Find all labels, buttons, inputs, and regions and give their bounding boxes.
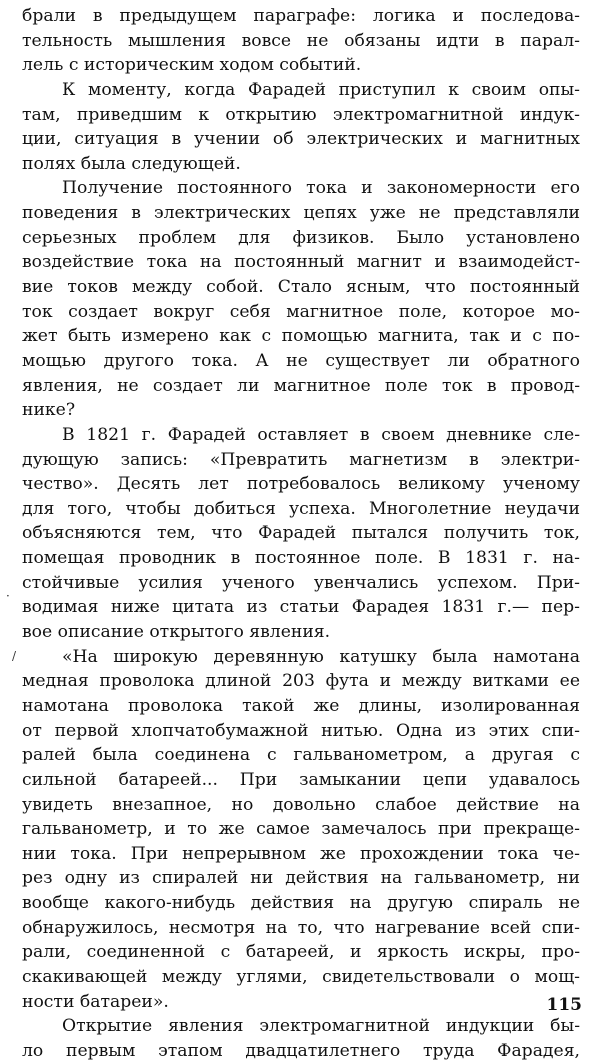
text-line: объясняются тем, что Фарадей пытался получить ток, — [22, 523, 580, 544]
text-line: ло первым этапом двадцатилетнего труда Фарадея, — [22, 1040, 580, 1061]
text-line: вое описание открытого явления. — [22, 622, 331, 643]
text-line: водимая ниже цитата из статьи Фарадея 1831 г.— пер- — [22, 597, 580, 618]
text-line: стойчивые усилия ученого увенчались успехом. При- — [22, 572, 580, 593]
text-line: ности батареи». — [22, 991, 169, 1012]
text-line: от первой хлопчатобумажной нитью. Одна из этих спи- — [22, 720, 580, 741]
paragraph-start-line: К моменту, когда Фарадей приступил к своим опы- — [62, 79, 580, 100]
text-line: обнаружилось, несмотря на то, что нагревание всей спи- — [22, 917, 580, 938]
text-line: рез одну из спиралей ни действия на гальванометр, ни — [22, 868, 580, 889]
text-line: ралей была соединена с гальванометром, а другая с — [22, 745, 580, 766]
text-line: вообще какого-нибудь действия на другую спираль не — [22, 893, 580, 914]
paragraph-start-line: В 1821 г. Фарадей оставляет в своем дневнике сле- — [62, 424, 580, 445]
text-line: там, приведшим к открытию электромагнитной индук- — [22, 104, 580, 125]
quote-start-line: «На широкую деревянную катушку была намотана — [62, 646, 580, 667]
text-line: сильной батареей... При замыкании цепи удавалось — [22, 769, 580, 790]
text-line: чество». Десять лет потребовалось великому ученому — [22, 474, 580, 495]
text-line: лель с историческим ходом событий. — [22, 55, 362, 76]
text-line: гальванометр, и то же самое замечалось при прекраще- — [22, 819, 580, 840]
margin-mark: / — [12, 649, 17, 663]
text-line: дующую запись: «Превратить магнетизм в электри- — [22, 449, 580, 470]
text-line: жет быть измерено как с помощью магнита, так и с по- — [22, 326, 580, 347]
text-line: явления, не создает ли магнитное поле ток в провод- — [22, 375, 580, 396]
text-line: ции, ситуация в учении об электрических и магнитных — [22, 129, 580, 150]
page-number: 115 — [546, 995, 582, 1015]
text-line: нике? — [22, 400, 76, 421]
text-line: поведения в электрических цепях уже не представляли — [22, 203, 580, 224]
text-line: мощью другого тока. А не существует ли обратного — [22, 350, 580, 371]
text-line: намотана проволока такой же длины, изолированная — [22, 695, 580, 716]
text-line: медная проволока длиной 203 фута и между витками ее — [22, 671, 580, 692]
text-line: полях была следующей. — [22, 153, 241, 174]
text-line: ток создает вокруг себя магнитное поле, которое мо- — [22, 301, 580, 322]
text-line: помещая проводник в постоянное поле. В 1831 г. на- — [22, 548, 580, 569]
text-line: вие токов между собой. Стало ясным, что постоянный — [22, 277, 580, 298]
paragraph-start-line: Получение постоянного тока и закономерности его — [62, 178, 580, 199]
text-line: нии тока. При непрерывном же прохождении тока че- — [22, 843, 580, 864]
text-line: рали, соединенной с батареей, и яркость искры, про- — [22, 942, 580, 963]
text-line: увидеть внезапное, но довольно слабое действие на — [22, 794, 580, 815]
margin-mark: · — [6, 589, 10, 603]
text-line: тельность мышления вовсе не обязаны идти в парал- — [22, 30, 580, 51]
text-line: воздействие тока на постоянный магнит и взаимодейст- — [22, 252, 580, 273]
paragraph-start-line: Открытие явления электромагнитной индукции бы- — [62, 1016, 580, 1037]
text-line: скакивающей между углями, свидетельствовали о мощ- — [22, 966, 580, 987]
text-line: для того, чтобы добиться успеха. Многолетние неудачи — [22, 498, 580, 519]
text-line: серьезных проблем для физиков. Было установлено — [22, 227, 580, 248]
text-line: брали в предыдущем параграфе: логика и последова- — [22, 6, 580, 26]
page-body — [22, 4, 580, 1064]
